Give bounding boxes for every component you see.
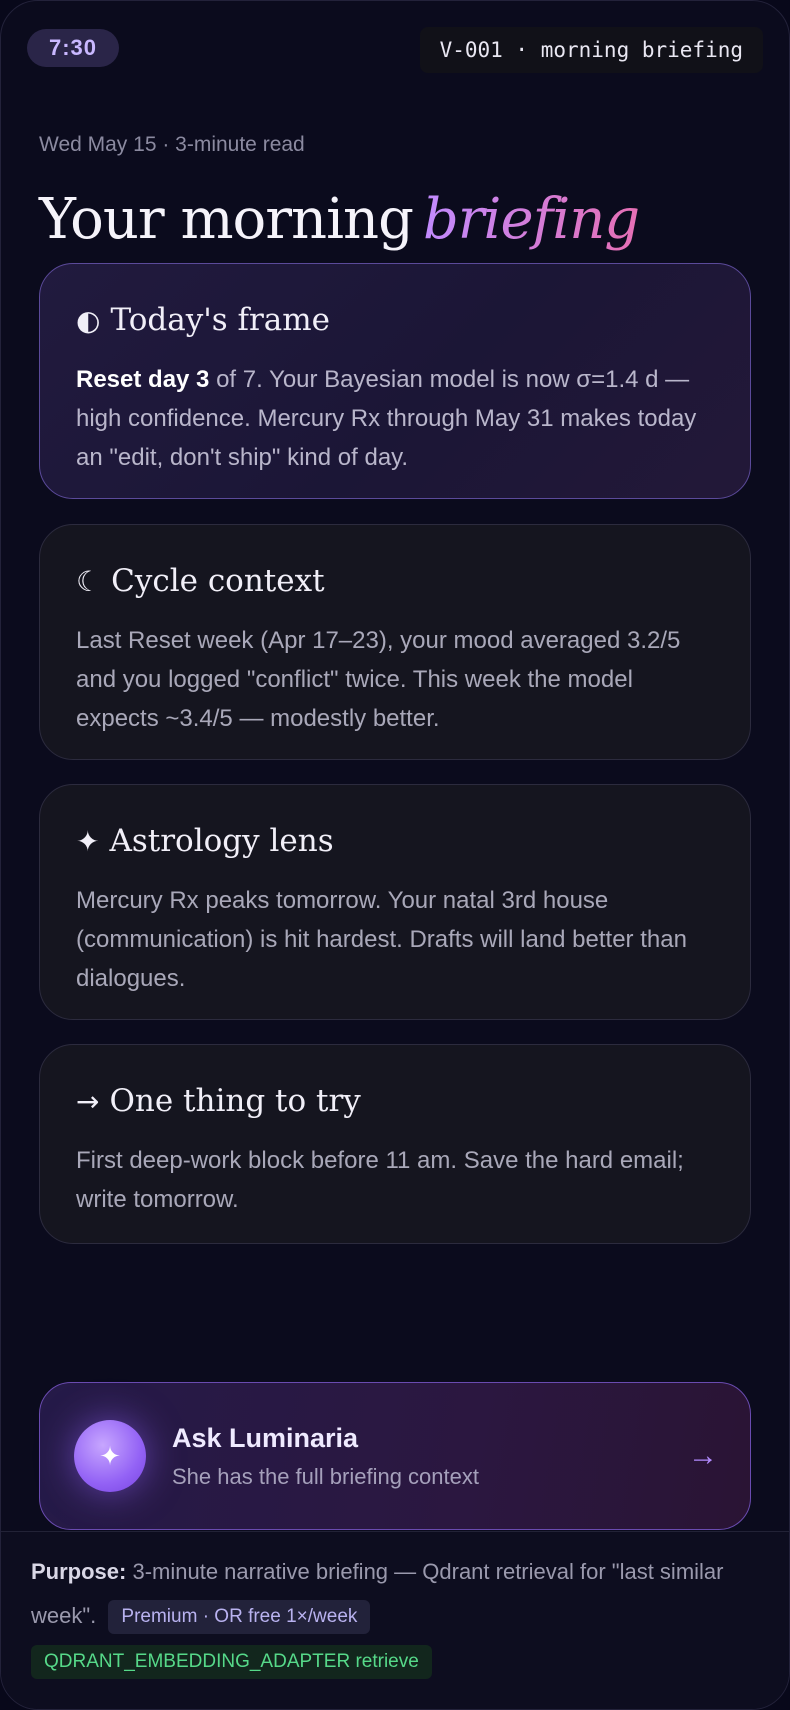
arrow-right-icon: → (76, 1084, 100, 1118)
card-title (76, 1083, 714, 1119)
luminaria-avatar-sparkle-icon: ✦ (74, 1420, 146, 1492)
card-body-text: Mercury Rx peaks tomorrow. Your natal 3rd house (communication) is hit hardest. Drafts will land better than dialogues. (76, 887, 687, 992)
card-title (76, 823, 714, 859)
card-title (76, 563, 714, 599)
card-title-text: One thing to try (109, 1083, 361, 1119)
sparkle-star-icon: ✦ (76, 824, 100, 858)
card-body-text: of 7. Your Bayesian model is now σ=1.4 d — high confidence. Mercury Rx through May 31 makes today an "edit, don't ship" kind of day. (76, 366, 697, 471)
card-body (76, 360, 714, 477)
screen-tag: V-001 · morning briefing (420, 27, 763, 73)
tier-badge: Premium · OR free 1×/week (108, 1600, 370, 1634)
card-lead: Reset day 3 (76, 366, 210, 393)
card-body-text: Last Reset week (Apr 17–23), your mood averaged 3.2/5 and you logged "conflict" twice. This week the model expects ~3.4/5 — modestly better. (76, 627, 681, 732)
card-title-text: Today's frame (110, 302, 331, 338)
page-title-accent: briefing (422, 187, 640, 252)
half-moon-contrast-icon: ◐ (76, 303, 101, 337)
page-title-main: Your morning (39, 187, 413, 252)
card-title-text: Astrology lens (109, 823, 334, 859)
adapter-code-badge: QDRANT_EMBEDDING_ADAPTER retrieve (31, 1645, 432, 1679)
purpose-label: Purpose: (31, 1559, 127, 1584)
card-title (76, 302, 714, 338)
card-body-text: First deep-work block before 11 am. Save the hard email; write tomorrow. (76, 1147, 684, 1213)
purpose-text: 3-minute narrative briefing — Qdrant retrieval for "last similar week". (31, 1559, 724, 1628)
card-astrology-lens (39, 784, 751, 1020)
ask-subtitle: She has the full briefing context (172, 1463, 479, 1489)
arrow-right-icon: → (688, 1439, 718, 1472)
card-one-thing-to-try (39, 1044, 751, 1244)
card-title-text: Cycle context (111, 563, 325, 599)
purpose-footer (1, 1531, 789, 1709)
card-todays-frame (39, 263, 751, 499)
briefing-meta: Wed May 15 · 3-minute read (39, 133, 305, 156)
ask-text (172, 1423, 688, 1490)
card-cycle-context (39, 524, 751, 760)
status-time: 7:30 (27, 29, 119, 67)
page-title (39, 187, 639, 252)
ask-luminaria-button[interactable] (39, 1382, 751, 1530)
ask-title: Ask Luminaria (172, 1422, 359, 1453)
crescent-moon-icon: ☾ (76, 564, 102, 598)
